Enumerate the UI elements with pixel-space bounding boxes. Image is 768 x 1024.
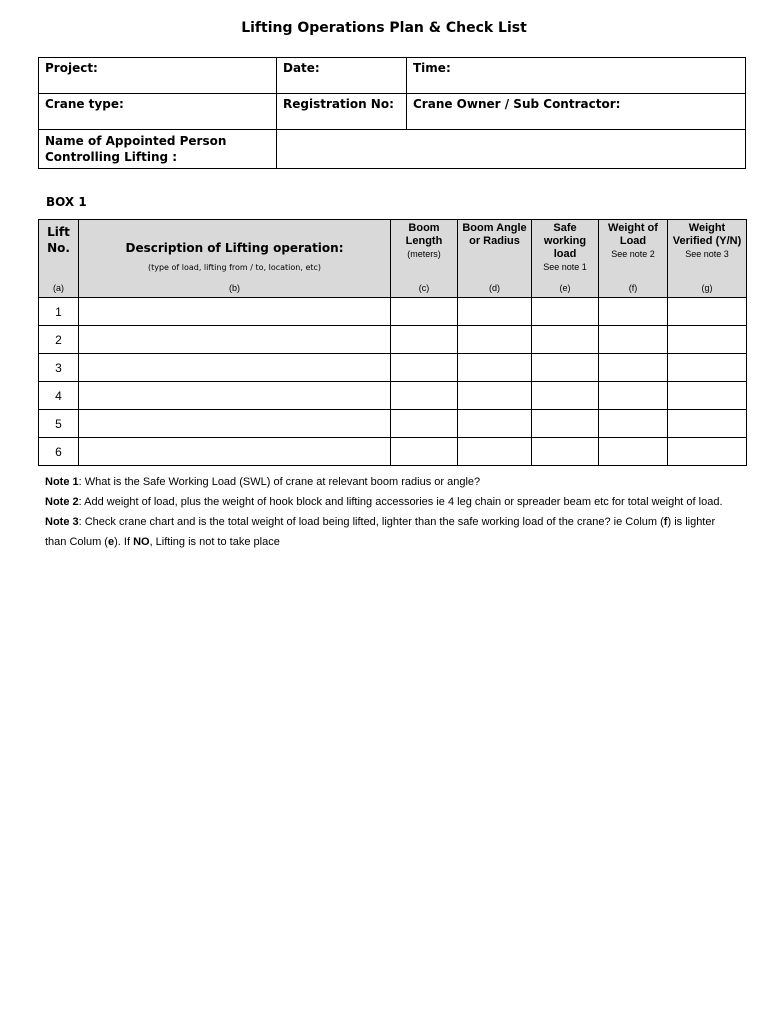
box-label: BOX 1 <box>46 195 87 209</box>
boom-angle-cell[interactable] <box>458 326 532 354</box>
safe-load-cell[interactable] <box>532 354 599 382</box>
date-field[interactable] <box>277 58 407 94</box>
col-weight-load-label: Weight of Load <box>608 222 658 247</box>
note-3-text-a: : Check crane chart and is the total weight of load being lifted, lighter than the safe working load of the crane? ie Colum ( <box>78 516 664 528</box>
owner-label: Crane Owner / Sub Contractor: <box>413 97 621 111</box>
description-cell[interactable] <box>79 354 391 382</box>
lifting-table <box>38 219 747 466</box>
table-row <box>39 354 747 382</box>
lift-number: 2 <box>39 326 79 354</box>
col-safe-load-label: Safe working load <box>543 222 587 260</box>
boom-angle-cell[interactable] <box>458 410 532 438</box>
col-weight-verified-note: See note 3 <box>685 249 729 259</box>
col-boom-length-sub: (meters) <box>407 249 441 259</box>
weight-verified-cell[interactable] <box>668 298 747 326</box>
header-table <box>38 57 746 169</box>
note-1-text: : What is the Safe Working Load (SWL) of crane at relevant boom radius or angle? <box>78 476 481 488</box>
time-field[interactable] <box>407 58 746 94</box>
description-cell[interactable] <box>79 410 391 438</box>
lift-number: 3 <box>39 354 79 382</box>
table-row <box>39 438 747 466</box>
safe-load-cell[interactable] <box>532 326 599 354</box>
table-row <box>39 410 747 438</box>
col-lift-label: Lift No. <box>47 225 70 255</box>
page-title: Lifting Operations Plan & Check List <box>241 20 527 36</box>
weight-load-cell[interactable] <box>599 354 668 382</box>
project-label: Project: <box>45 61 98 75</box>
appointed-person-label-cell <box>39 130 277 169</box>
crane-type-field[interactable] <box>39 94 277 130</box>
col-description-sub: (type of load, lifting from / to, location, etc) <box>147 263 322 272</box>
col-description-letter: (b) <box>229 283 240 293</box>
note-2-text: : Add weight of load, plus the weight of hook block and lifting accessories ie 4 leg chain or spreader beam etc for total weight of load. <box>78 496 723 508</box>
col-description-label: Description of Lifting operation: <box>125 241 344 255</box>
table-row <box>39 326 747 354</box>
lift-number: 4 <box>39 382 79 410</box>
note-1 <box>45 472 725 492</box>
note-3-no: NO <box>133 536 150 548</box>
note-3-text-b: ) is lighter than Colum ( <box>45 516 716 548</box>
col-weight-verified <box>668 220 747 298</box>
weight-load-cell[interactable] <box>599 326 668 354</box>
notes-section <box>45 472 725 552</box>
boom-length-cell[interactable] <box>391 298 458 326</box>
project-field[interactable] <box>39 58 277 94</box>
boom-angle-cell[interactable] <box>458 354 532 382</box>
col-boom-length-label: Boom Length <box>405 222 443 247</box>
col-weight-verified-letter: (g) <box>701 283 713 293</box>
description-cell[interactable] <box>79 382 391 410</box>
boom-angle-cell[interactable] <box>458 438 532 466</box>
col-lift <box>39 220 79 298</box>
col-weight-load <box>599 220 668 298</box>
weight-load-cell[interactable] <box>599 298 668 326</box>
description-cell[interactable] <box>79 438 391 466</box>
col-safe-load-letter: (e) <box>559 283 571 293</box>
table-header-row <box>39 220 747 298</box>
col-safe-load <box>532 220 599 298</box>
col-boom-angle-label: Boom Angle or Radius <box>462 222 527 247</box>
col-boom-angle-letter: (d) <box>489 283 500 293</box>
weight-load-cell[interactable] <box>599 410 668 438</box>
weight-load-cell[interactable] <box>599 382 668 410</box>
col-weight-load-note: See note 2 <box>611 249 655 259</box>
note-3-text-c: ). If <box>114 536 134 548</box>
boom-angle-cell[interactable] <box>458 298 532 326</box>
table-row <box>39 298 747 326</box>
safe-load-cell[interactable] <box>532 298 599 326</box>
owner-field[interactable] <box>407 94 746 130</box>
col-description <box>79 220 391 298</box>
description-cell[interactable] <box>79 326 391 354</box>
lift-number: 1 <box>39 298 79 326</box>
boom-angle-cell[interactable] <box>458 382 532 410</box>
boom-length-cell[interactable] <box>391 438 458 466</box>
note-3-col-f: f <box>663 516 668 528</box>
date-label: Date: <box>283 61 320 75</box>
crane-type-label: Crane type: <box>45 97 124 111</box>
note-1-label: Note 1 <box>45 476 79 488</box>
note-3-label: Note 3 <box>45 516 79 528</box>
col-weight-verified-label: Weight Verified (Y/N) <box>672 222 742 247</box>
registration-field[interactable] <box>277 94 407 130</box>
weight-verified-cell[interactable] <box>668 326 747 354</box>
weight-verified-cell[interactable] <box>668 410 747 438</box>
col-boom-length <box>391 220 458 298</box>
safe-load-cell[interactable] <box>532 410 599 438</box>
table-row <box>39 382 747 410</box>
col-boom-length-letter: (c) <box>418 283 430 293</box>
col-lift-letter: (a) <box>53 283 64 293</box>
weight-verified-cell[interactable] <box>668 382 747 410</box>
appointed-person-label: Name of Appointed Person Controlling Lifting : <box>45 134 227 164</box>
note-2 <box>45 492 725 512</box>
appointed-person-field[interactable] <box>277 130 746 169</box>
weight-load-cell[interactable] <box>599 438 668 466</box>
boom-length-cell[interactable] <box>391 382 458 410</box>
weight-verified-cell[interactable] <box>668 354 747 382</box>
weight-verified-cell[interactable] <box>668 438 747 466</box>
lift-number: 5 <box>39 410 79 438</box>
col-boom-angle <box>458 220 532 298</box>
col-weight-load-letter: (f) <box>628 283 638 293</box>
time-label: Time: <box>413 61 451 75</box>
boom-length-cell[interactable] <box>391 354 458 382</box>
boom-length-cell[interactable] <box>391 326 458 354</box>
col-safe-load-note: See note 1 <box>543 262 587 272</box>
note-2-label: Note 2 <box>45 496 79 508</box>
registration-label: Registration No: <box>283 97 394 111</box>
safe-load-cell[interactable] <box>532 382 599 410</box>
note-3 <box>45 512 725 552</box>
safe-load-cell[interactable] <box>532 438 599 466</box>
description-cell[interactable] <box>79 298 391 326</box>
note-3-col-e: e <box>107 536 115 548</box>
boom-length-cell[interactable] <box>391 410 458 438</box>
note-3-text-d: , Lifting is not to take place <box>149 536 280 548</box>
lift-number: 6 <box>39 438 79 466</box>
